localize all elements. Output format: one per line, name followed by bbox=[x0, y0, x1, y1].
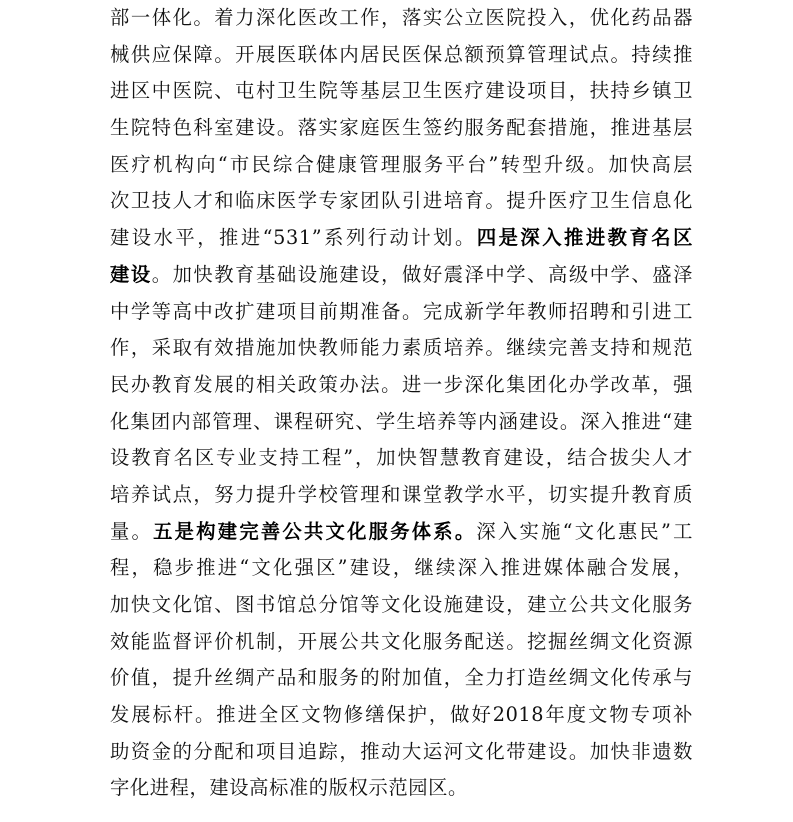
text-line bbox=[110, 587, 693, 624]
text-line bbox=[110, 734, 693, 771]
body-text: 进区中医院、屯村卫生院等基层卫生医疗建设项目，扶持乡镇卫 bbox=[110, 79, 693, 103]
body-text: 效能监督评价机制，开展公共文化服务配送。挖掘丝绸文化资源 bbox=[110, 629, 693, 653]
text-line bbox=[110, 183, 693, 220]
bold-heading-text: 四是深入推进教育名区 bbox=[476, 226, 693, 250]
body-text: 价值，提升丝绸产品和服务的附加值，全力打造丝绸文化传承与 bbox=[110, 666, 693, 690]
body-text: 医疗机构向“市民综合健康管理服务平台”转型升级。加快高层 bbox=[110, 152, 693, 176]
body-text: 培养试点，努力提升学校管理和课堂教学水平，切实提升教育质 bbox=[110, 482, 693, 506]
text-line bbox=[110, 367, 693, 404]
body-text: 化集团内部管理、课程研究、学生培养等内涵建设。深入推进“建 bbox=[110, 409, 693, 433]
body-text: 生院特色科室建设。落实家庭医生签约服务配套措施，推进基层 bbox=[110, 116, 693, 140]
body-text: 量。 bbox=[110, 519, 154, 543]
text-line bbox=[110, 0, 693, 37]
text-line bbox=[110, 550, 693, 587]
text-line bbox=[110, 514, 693, 551]
document-body bbox=[110, 0, 693, 807]
text-line bbox=[110, 37, 693, 74]
text-line bbox=[110, 440, 693, 477]
text-line bbox=[110, 624, 693, 661]
text-line bbox=[110, 770, 693, 807]
body-text: 械供应保障。开展医联体内居民医保总额预算管理试点。持续推 bbox=[110, 42, 693, 66]
body-text: 中学等高中改扩建项目前期准备。完成新学年教师招聘和引进工 bbox=[110, 299, 693, 323]
body-text: 加快文化馆、图书馆总分馆等文化设施建设，建立公共文化服务 bbox=[110, 593, 693, 616]
text-line bbox=[110, 220, 693, 257]
text-line bbox=[110, 477, 693, 514]
text-line bbox=[110, 147, 693, 184]
text-line bbox=[110, 330, 693, 367]
text-line bbox=[110, 110, 693, 147]
body-text: 部一体化。着力深化医改工作，落实公立医院投入，优化药品器 bbox=[110, 6, 693, 29]
text-line bbox=[110, 404, 693, 441]
text-line bbox=[110, 697, 693, 734]
body-text: 。加快教育基础设施建设，做好震泽中学、高级中学、盛泽 bbox=[151, 262, 693, 286]
body-text: 发展标杆。推进全区文物修缮保护，做好2018年度文物专项补 bbox=[110, 703, 693, 727]
body-text: 民办教育发展的相关政策办法。进一步深化集团化办学改革，强 bbox=[110, 372, 693, 396]
body-text: 字化进程，建设高标准的版权示范园区。 bbox=[110, 776, 468, 800]
bold-heading-text: 建设 bbox=[110, 262, 152, 286]
body-text: 设教育名区专业支持工程”，加快智慧教育建设，结合拔尖人才 bbox=[110, 446, 693, 470]
body-text: 作，采取有效措施加快教师能力素质培养。继续完善支持和规范 bbox=[110, 336, 693, 360]
body-text: 助资金的分配和项目追踪，推动大运河文化带建设。加快非遗数 bbox=[110, 739, 693, 763]
body-text: 程，稳步推进“文化强区”建设，继续深入推进媒体融合发展， bbox=[110, 556, 693, 580]
body-text: 深入实施“文化惠民”工 bbox=[476, 519, 693, 543]
text-line bbox=[110, 294, 693, 331]
text-line bbox=[110, 257, 693, 294]
text-line bbox=[110, 73, 693, 110]
text-line bbox=[110, 660, 693, 697]
body-text: 次卫技人才和临床医学专家团队引进培育。提升医疗卫生信息化 bbox=[110, 189, 693, 213]
bold-heading-text: 五是构建完善公共文化服务体系。 bbox=[153, 519, 477, 543]
body-text: 建设水平，推进“531”系列行动计划。 bbox=[110, 226, 477, 250]
